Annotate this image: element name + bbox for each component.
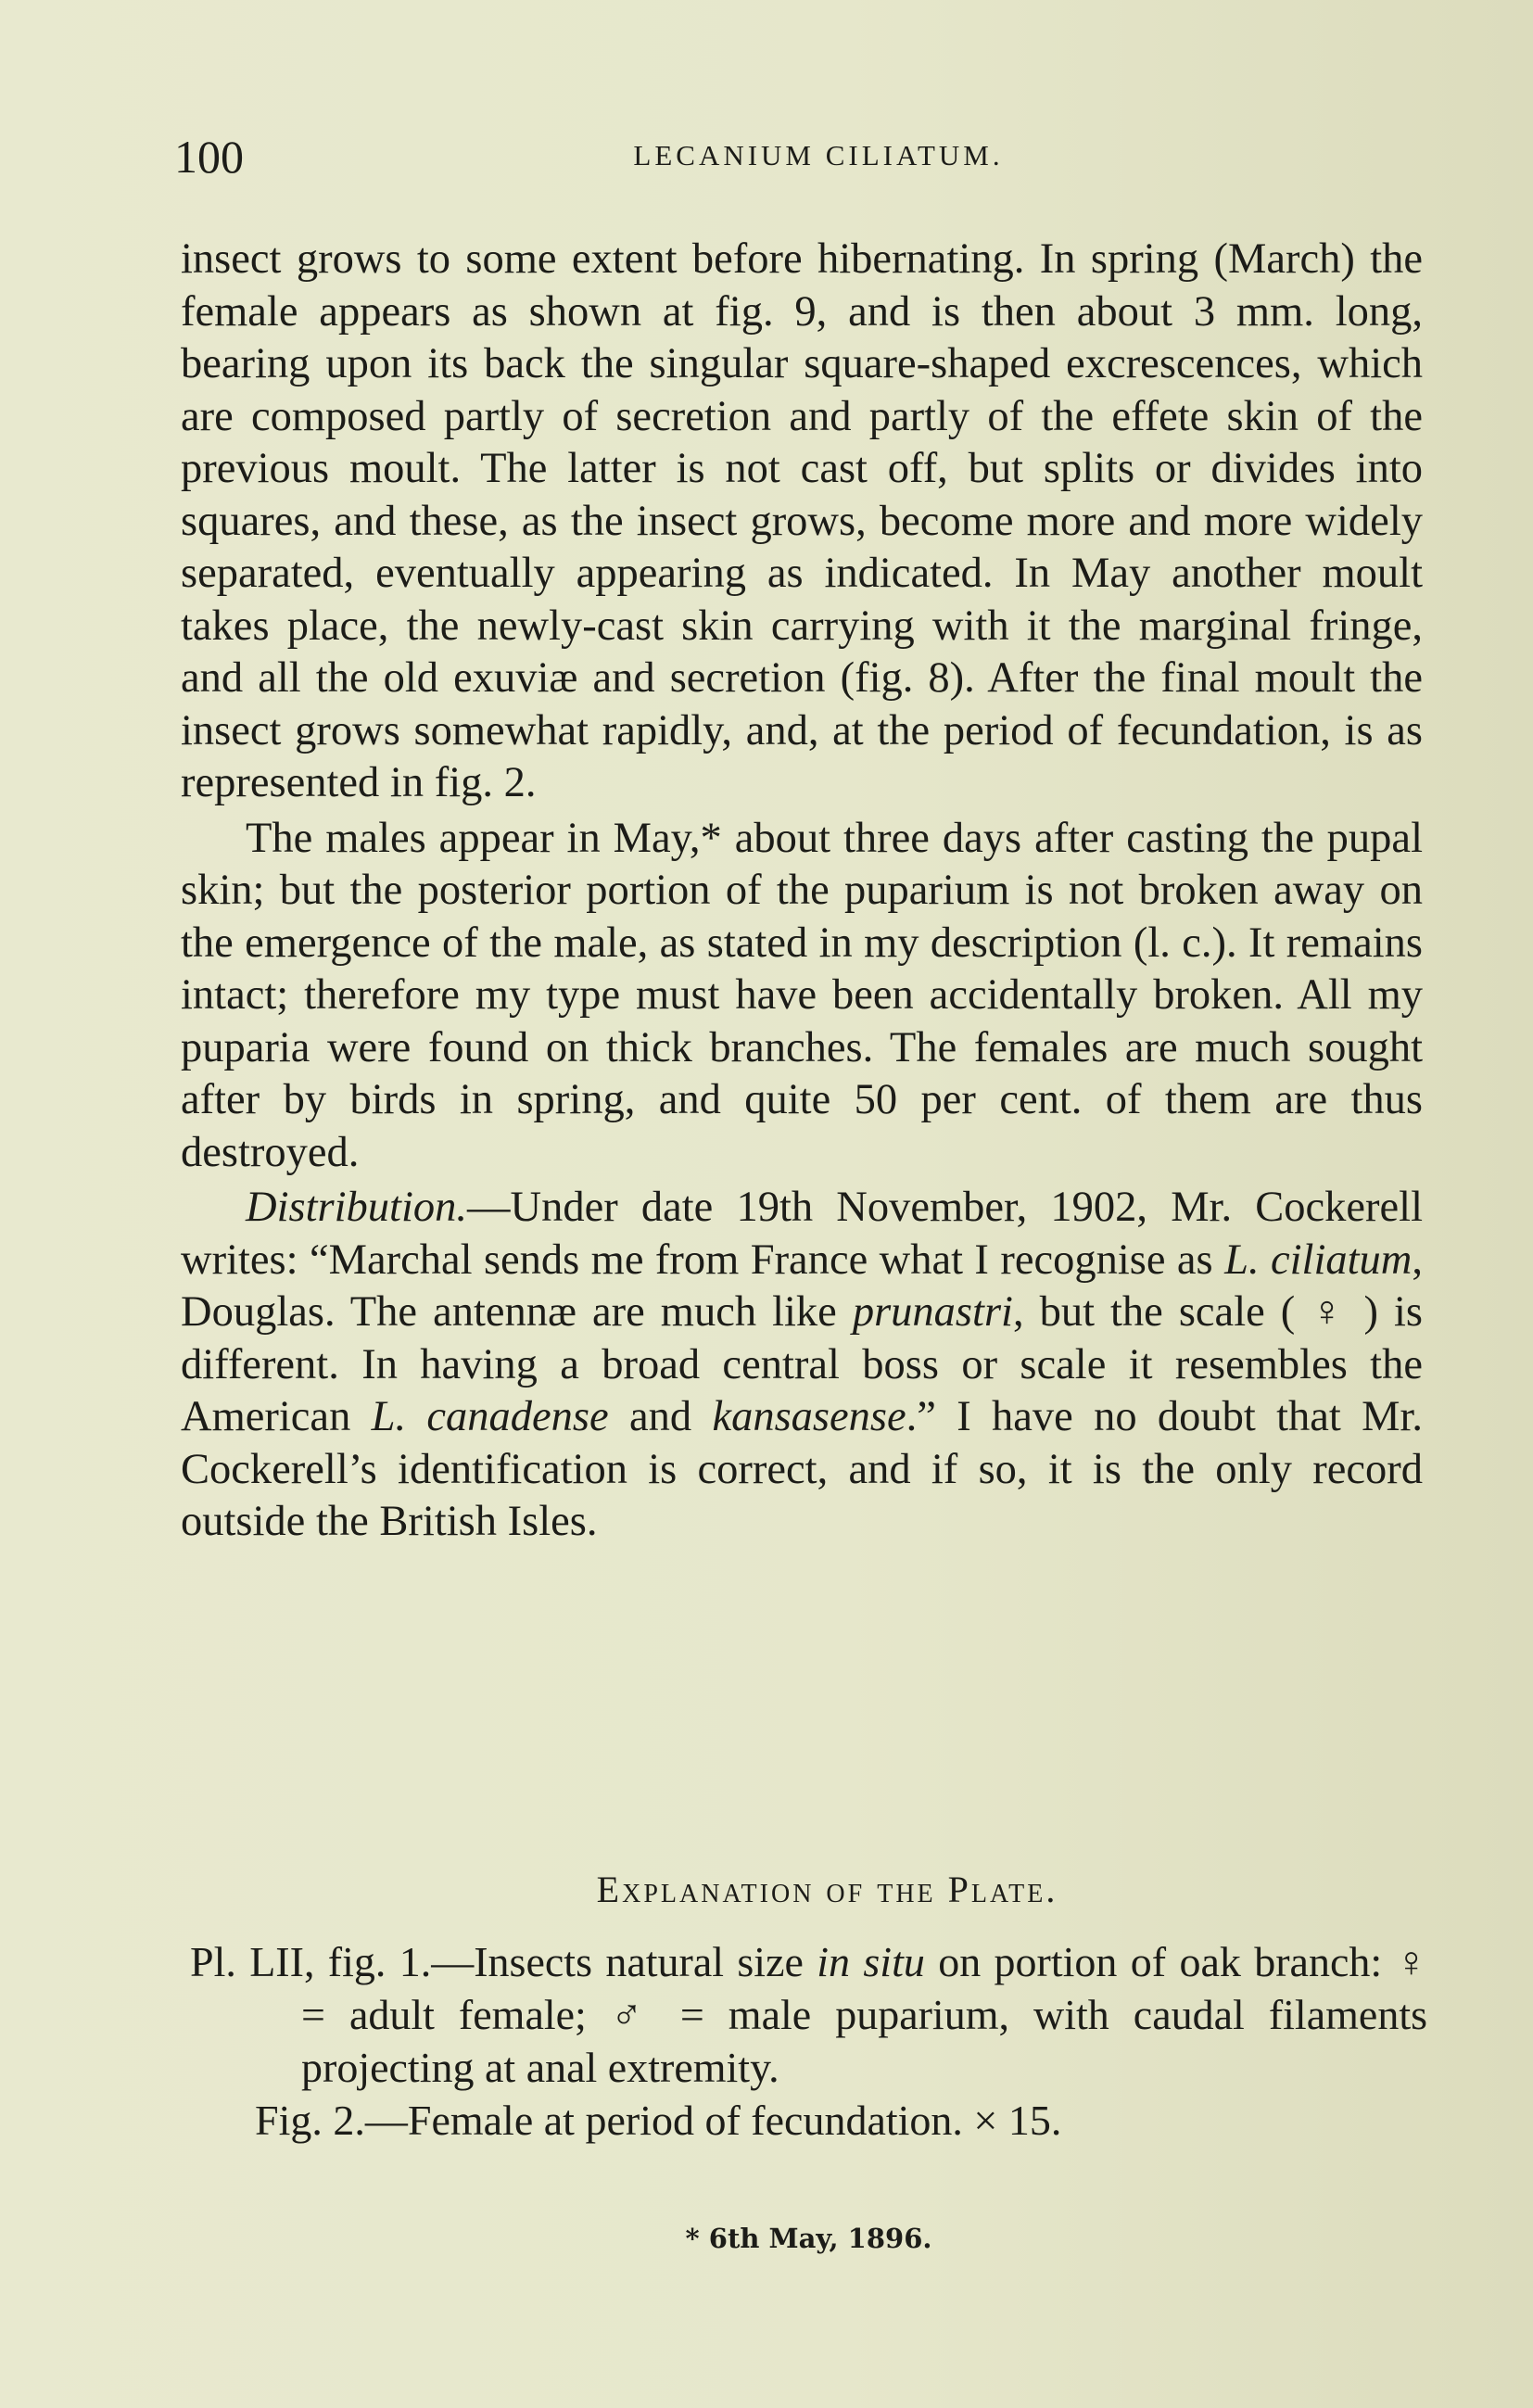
paragraph-distribution (181, 1182, 1423, 1549)
plate-entry-1-text-a: Pl. LII, fig. 1.—Insects natural size (190, 1938, 817, 1985)
plate-entry-1-text-b: on portion of oak branch: ♀ = adult female; ♂ = male puparium, with caudal filaments projecting at anal extremity. (301, 1938, 1427, 2091)
running-title: LECANIUM CILIATUM. (633, 139, 1004, 171)
paragraph-males: The males appear in May,* about three days after casting the pupal skin; but the posterior portion of the puparium is not broken away on the emergence of the male, as stated in my description (l. c.). It remains intact; therefore my type must have been accidentally broken. All my puparia were found on thick branches. The females are much sought after by birds in spring, and quite 50 per cent. of them are thus destroyed. (181, 814, 1423, 1176)
body-text (181, 234, 1423, 1552)
plate-entry-1-in-situ: in situ (817, 1938, 925, 1985)
distribution-text-1: —Under date 19th November, 1902, Mr. Cockerell writes: “Marchal sends me from France what I recognise as (181, 1184, 1423, 1284)
species-name: L. ciliatum (1224, 1236, 1413, 1284)
plate-entry-fig-2: Fig. 2.—Female at period of fecundation. × 15. (255, 2097, 1062, 2144)
page-header (174, 130, 1425, 185)
distribution-text-3: , but the scale ( ♀ ) is different. In having a broad central boss or scale it resembles the American (181, 1288, 1423, 1440)
species-name: L. canadense (371, 1393, 609, 1440)
footnote: * 6th May, 1896. (685, 2223, 932, 2254)
plate-entry-fig-1 (190, 1935, 1427, 2094)
species-name: prunastri (852, 1288, 1013, 1336)
species-name: kansasense (712, 1393, 906, 1440)
paragraph-development: insect grows to some extent before hibernating. In spring (March) the female appears as shown at fig. 9, and is then about 3 mm. long, bearing upon its back the singular square-shaped excrescences, which are composed partly of secretion and partly of the effete skin of the previous moult. The latter is not cast off, but splits or divides into squares, and these, as the insect grows, become more and more widely separated, eventually appearing as indicated. In May another moult takes place, the newly-cast skin carrying with it the marginal fringe, and all the old exuviæ and secretion (fig. 8). After the final moult the insect grows somewhat rapidly, and, at the period of fecundation, is as represented in fig. 2. (181, 235, 1423, 806)
distribution-text-2: , Douglas. The antennæ are much like (181, 1236, 1423, 1336)
plate-heading: Explanation of the Plate. (596, 1869, 1058, 1910)
distribution-heading: Distribution. (246, 1184, 467, 1231)
distribution-text-5: .” I have no doubt that Mr. Cockerell’s identification is correct, and if so, it is the only record outside the British Isles. (181, 1393, 1424, 1545)
page-number: 100 (174, 131, 244, 183)
plate-explanation (190, 1868, 1427, 2147)
distribution-text-4: and (608, 1393, 713, 1440)
